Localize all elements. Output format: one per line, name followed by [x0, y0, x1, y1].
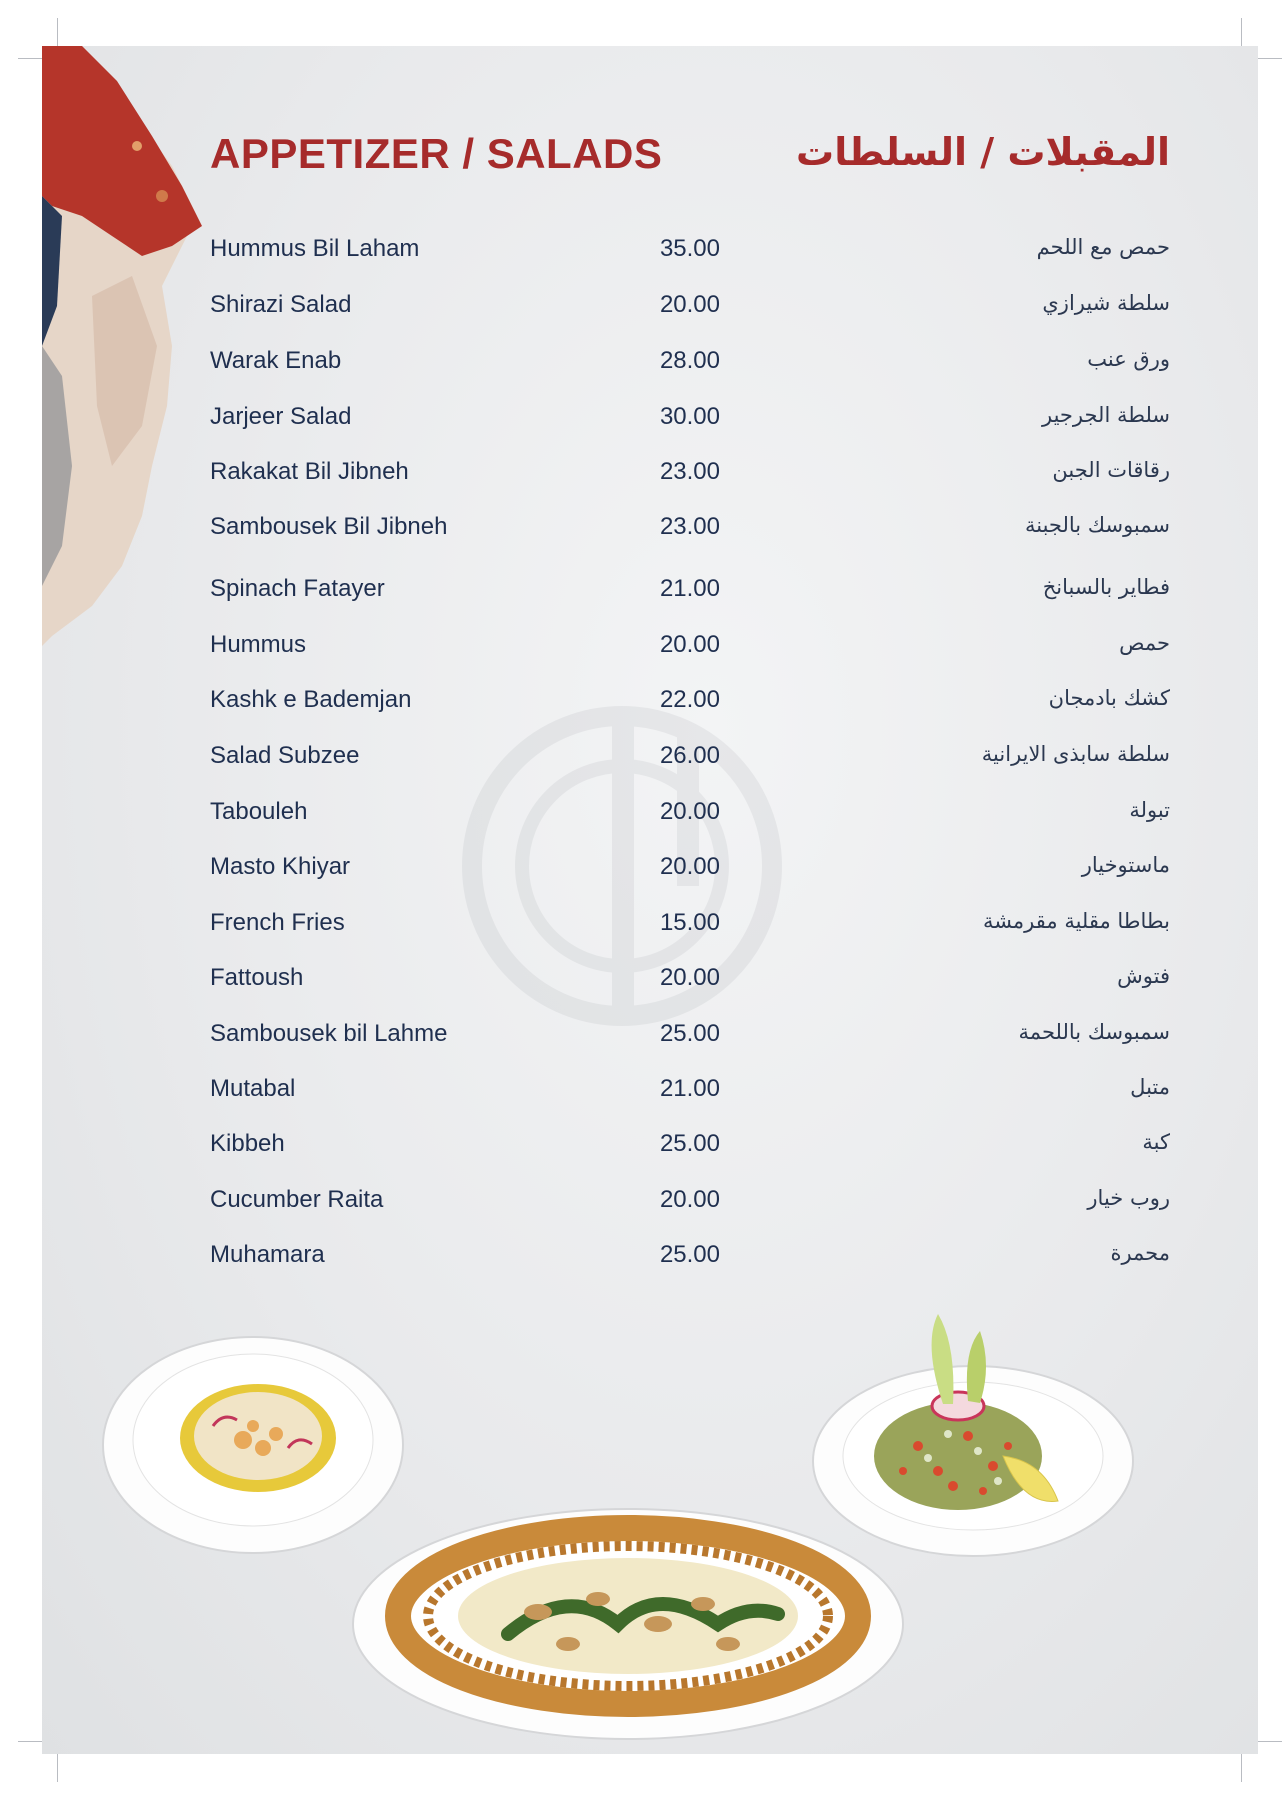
menu-item-name-english: Mutabal — [210, 1075, 296, 1102]
menu-page — [42, 46, 1258, 1754]
menu-item — [42, 901, 1258, 941]
menu-item-name-english: Kashk e Bademjan — [210, 686, 412, 713]
menu-item — [42, 678, 1258, 718]
menu-item-name-arabic: سلطة شيرازي — [1042, 291, 1170, 315]
menu-item-name-english: Cucumber Raita — [210, 1186, 384, 1213]
menu-item-name-arabic: سلطة سابذى الايرانية — [981, 742, 1170, 766]
menu-item-name-arabic: بطاطا مقلية مقرمشة — [982, 909, 1170, 933]
menu-item-name-english: Hummus Bil Laham — [210, 235, 420, 262]
menu-item-name-arabic: سمبوسك باللحمة — [1018, 1020, 1170, 1044]
menu-item-name-arabic: رقاقات الجبن — [1052, 458, 1170, 482]
menu-item — [42, 1122, 1258, 1162]
menu-item-price: 20.00 — [659, 631, 720, 658]
menu-item-name-arabic: متبل — [1130, 1075, 1170, 1099]
menu-item-name-english: Rakakat Bil Jibneh — [210, 458, 409, 485]
menu-item-name-english: Kibbeh — [210, 1130, 285, 1157]
menu-item-name-english: French Fries — [210, 909, 345, 936]
menu-item — [42, 790, 1258, 830]
menu-item — [42, 1067, 1258, 1107]
menu-item — [42, 450, 1258, 490]
menu-item — [42, 505, 1258, 545]
menu-item — [42, 734, 1258, 774]
menu-item-price: 23.00 — [659, 513, 720, 540]
menu-item-name-english: Hummus — [210, 631, 307, 658]
menu-item — [42, 283, 1258, 323]
menu-item-name-english: Shirazi Salad — [210, 291, 352, 318]
menu-item-name-arabic: فطاير بالسبانخ — [1042, 575, 1170, 599]
menu-item-name-arabic: سلطة الجرجير — [1042, 403, 1170, 427]
menu-item — [42, 623, 1258, 663]
menu-item-name-arabic: فتوش — [1117, 964, 1170, 988]
menu-item-price: 25.00 — [659, 1241, 720, 1268]
menu-item-name-english: Sambousek Bil Jibneh — [210, 513, 448, 540]
menu-item-price: 20.00 — [659, 291, 720, 318]
menu-item-price: 20.00 — [659, 798, 720, 825]
menu-item — [42, 567, 1258, 607]
menu-item-name-arabic: ورق عنب — [1087, 347, 1170, 371]
menu-item-name-english: Muhamara — [210, 1241, 325, 1268]
menu-item-name-arabic: حمص مع اللحم — [1036, 235, 1170, 259]
menu-item-name-english: Salad Subzee — [210, 742, 360, 769]
menu-item-price: 22.00 — [659, 686, 720, 713]
menu-item-name-english: Sambousek bil Lahme — [210, 1020, 448, 1047]
menu-item — [42, 845, 1258, 885]
menu-item-price: 28.00 — [659, 347, 720, 374]
menu-item-name-arabic: كبة — [1142, 1130, 1170, 1154]
menu-item-price: 30.00 — [659, 403, 720, 430]
menu-item-price: 23.00 — [659, 458, 720, 485]
menu-item — [42, 395, 1258, 435]
menu-item-name-arabic: محمرة — [1110, 1241, 1170, 1265]
menu-item-name-english: Spinach Fatayer — [210, 575, 385, 602]
menu-item-name-english: Jarjeer Salad — [210, 403, 352, 430]
menu-item-price: 26.00 — [659, 742, 720, 769]
menu-item-name-arabic: روب خيار — [1087, 1186, 1170, 1210]
menu-item-name-arabic: كشك بادمجان — [1048, 686, 1170, 710]
menu-item — [42, 227, 1258, 267]
section-title-arabic: المقبلات / السلطات — [796, 130, 1170, 174]
menu-item-price: 20.00 — [659, 964, 720, 991]
crispy-fries-plate-image — [348, 1494, 908, 1744]
menu-item-price: 21.00 — [659, 1075, 720, 1102]
menu-item-name-arabic: ماستوخيار — [1081, 853, 1170, 877]
section-title-english: APPETIZER / SALADS — [210, 130, 663, 177]
menu-item-price: 15.00 — [659, 909, 720, 936]
menu-item-name-arabic: تبولة — [1129, 798, 1170, 822]
menu-item-price: 25.00 — [659, 1130, 720, 1157]
menu-item — [42, 1178, 1258, 1218]
menu-item-price: 35.00 — [659, 235, 720, 262]
menu-item-price: 20.00 — [659, 853, 720, 880]
menu-item-name-english: Warak Enab — [210, 347, 342, 374]
menu-item-name-arabic: حمص — [1119, 631, 1170, 655]
menu-item-price: 25.00 — [659, 1020, 720, 1047]
menu-item — [42, 1233, 1258, 1273]
menu-item — [42, 956, 1258, 996]
menu-item — [42, 339, 1258, 379]
menu-item-price: 21.00 — [659, 575, 720, 602]
menu-item-price: 20.00 — [659, 1186, 720, 1213]
menu-item-name-english: Masto Khiyar — [210, 853, 351, 880]
menu-item-name-arabic: سمبوسك بالجبنة — [1024, 513, 1170, 537]
menu-item-name-english: Tabouleh — [210, 798, 308, 825]
menu-item-name-english: Fattoush — [210, 964, 304, 991]
menu-item — [42, 1012, 1258, 1052]
